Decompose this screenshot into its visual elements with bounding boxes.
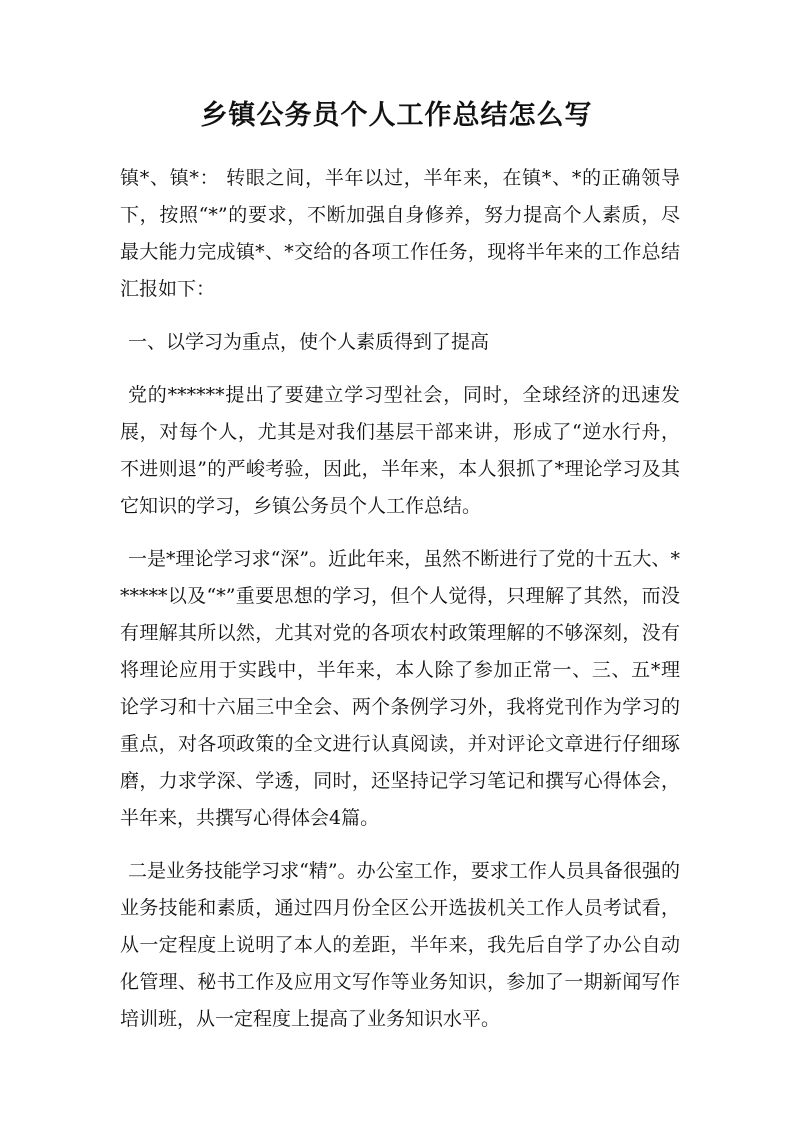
body-paragraph: 一是*理论学习求“深”。近此年来，虽然不断进行了党的十五大、******以及“*”重要思想的学习，但个人觉得，只理解了其然，而没有理解其所以然，尤其对党的各项农村政策理解的不够深刻，没有将理论应用于实践中，半年来，本人除了参加正常一、三、五*理论学习和十六届三中全会、两个条例学习外，我将党刊作为学习的重点，对各项政策的全文进行认真阅读，并对评论文章进行仔细琢磨，力求学深、学透，同时，还坚持记学习笔记和撰写心得体会，半年来，共撰写心得体会4篇。 (120, 548, 680, 829)
document-body (120, 160, 680, 1054)
document-title: 乡镇公务员个人工作总结怎么写 (200, 100, 593, 131)
body-paragraph: 二是业务技能学习求“精”。办公室工作，要求工作人员具备很强的业务技能和素质，通过四月份全区公开选拔机关工作人员考试看，从一定程度上说明了本人的差距，半年来，我先后自学了办公自动化管理、秘书工作及应用文写作等业务知识，参加了一期新闻写作培训班，从一定程度上提高了业务知识水平。 (120, 860, 680, 1030)
greeting-paragraph: 镇*、镇*： 转眼之间，半年以过，半年来，在镇*、*的正确领导下，按照“*”的要求，不断加强自身修养，努力提高个人素质，尽最大能力完成镇*、*交给的各项工作任务，现将半年来的工作总结汇报如下： (120, 167, 680, 300)
section-heading: 一、以学习为重点，使个人素质得到了提高 (128, 331, 490, 353)
body-paragraph: 党的******提出了要建立学习型社会，同时，全球经济的迅速发展，对每个人，尤其是对我们基层干部来讲，形成了“逆水行舟，不进则退”的严峻考验，因此，半年来，本人狠抓了*理论学习及其它知识的学习，乡镇公务员个人工作总结。 (120, 384, 680, 517)
